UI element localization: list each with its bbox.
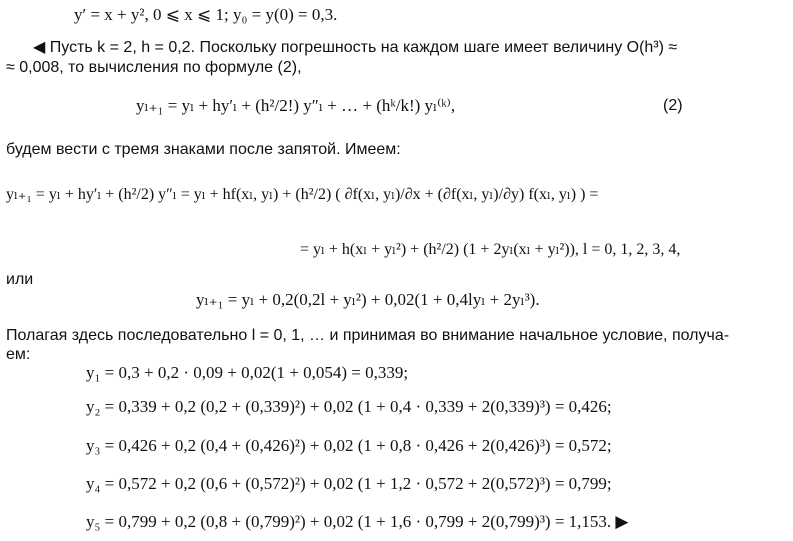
expansion-formula-line-1: yₗ₊₁ = yₗ + hy′ₗ + (h²/2) y″ₗ = yₗ + hf(xₗ, yₗ) + (h²/2) ( ∂f(xₗ, yₗ)/∂x + (∂f(xₗ, yₗ)/∂y) f(xₗ, yₗ) ) = bbox=[6, 186, 599, 203]
result-y1: y₁ = 0,3 + 0,2 · 0,09 + 0,02(1 + 0,054) = 0,339; bbox=[86, 363, 409, 382]
result-y5: y₅ = 0,799 + 0,2 (0,8 + (0,799)²) + 0,02 (1 + 1,6 · 0,799 + 2(0,799)³) = 1,153. ▶ bbox=[86, 512, 629, 531]
recurrence-formula: yₗ₊₁ = yₗ + 0,2(0,2l + yₗ²) + 0,02(1 + 0,4lyₗ + 2yₗ³). bbox=[196, 290, 540, 309]
formula-2: yₗ₊₁ = yₗ + hy′ₗ + (h²/2!) y″ₗ + … + (hᵏ/k!) yₗ⁽ᵏ⁾, bbox=[136, 96, 456, 115]
result-y3: y₃ = 0,426 + 0,2 (0,4 + (0,426)²) + 0,02 (1 + 0,8 · 0,426 + 2(0,426)³) = 0,572; bbox=[86, 436, 612, 455]
paragraph-intro-line-1: ◀ Пусть k = 2, h = 0,2. Поскольку погрешность на каждом шаге имеет величину O(h³) ≈ bbox=[33, 39, 678, 56]
paragraph-substitution-line-2: ем: bbox=[6, 346, 31, 363]
formula-2-number: (2) bbox=[663, 97, 683, 114]
paragraph-three-digits: будем вести с тремя знаками после запятой. Имеем: bbox=[6, 141, 401, 158]
word-or: или bbox=[6, 271, 34, 288]
paragraph-intro-line-2: ≈ 0,008, то вычисления по формуле (2), bbox=[6, 59, 302, 76]
result-y2: y₂ = 0,339 + 0,2 (0,2 + (0,339)²) + 0,02 (1 + 0,4 · 0,339 + 2(0,339)³) = 0,426; bbox=[86, 397, 612, 416]
initial-value-problem: y′ = x + y², 0 ⩽ x ⩽ 1; y₀ = y(0) = 0,3. bbox=[74, 5, 338, 24]
paragraph-substitution-line-1: Полагая здесь последовательно l = 0, 1, … и принимая во внимание начальное условие, получа- bbox=[6, 327, 730, 344]
result-y4: y₄ = 0,572 + 0,2 (0,6 + (0,572)²) + 0,02 (1 + 1,2 · 0,572 + 2(0,572)³) = 0,799; bbox=[86, 474, 612, 493]
expansion-formula-line-2: = yₗ + h(xₗ + yₗ²) + (h²/2) (1 + 2yₗ(xₗ + yₗ²)), l = 0, 1, 2, 3, 4, bbox=[300, 241, 681, 258]
